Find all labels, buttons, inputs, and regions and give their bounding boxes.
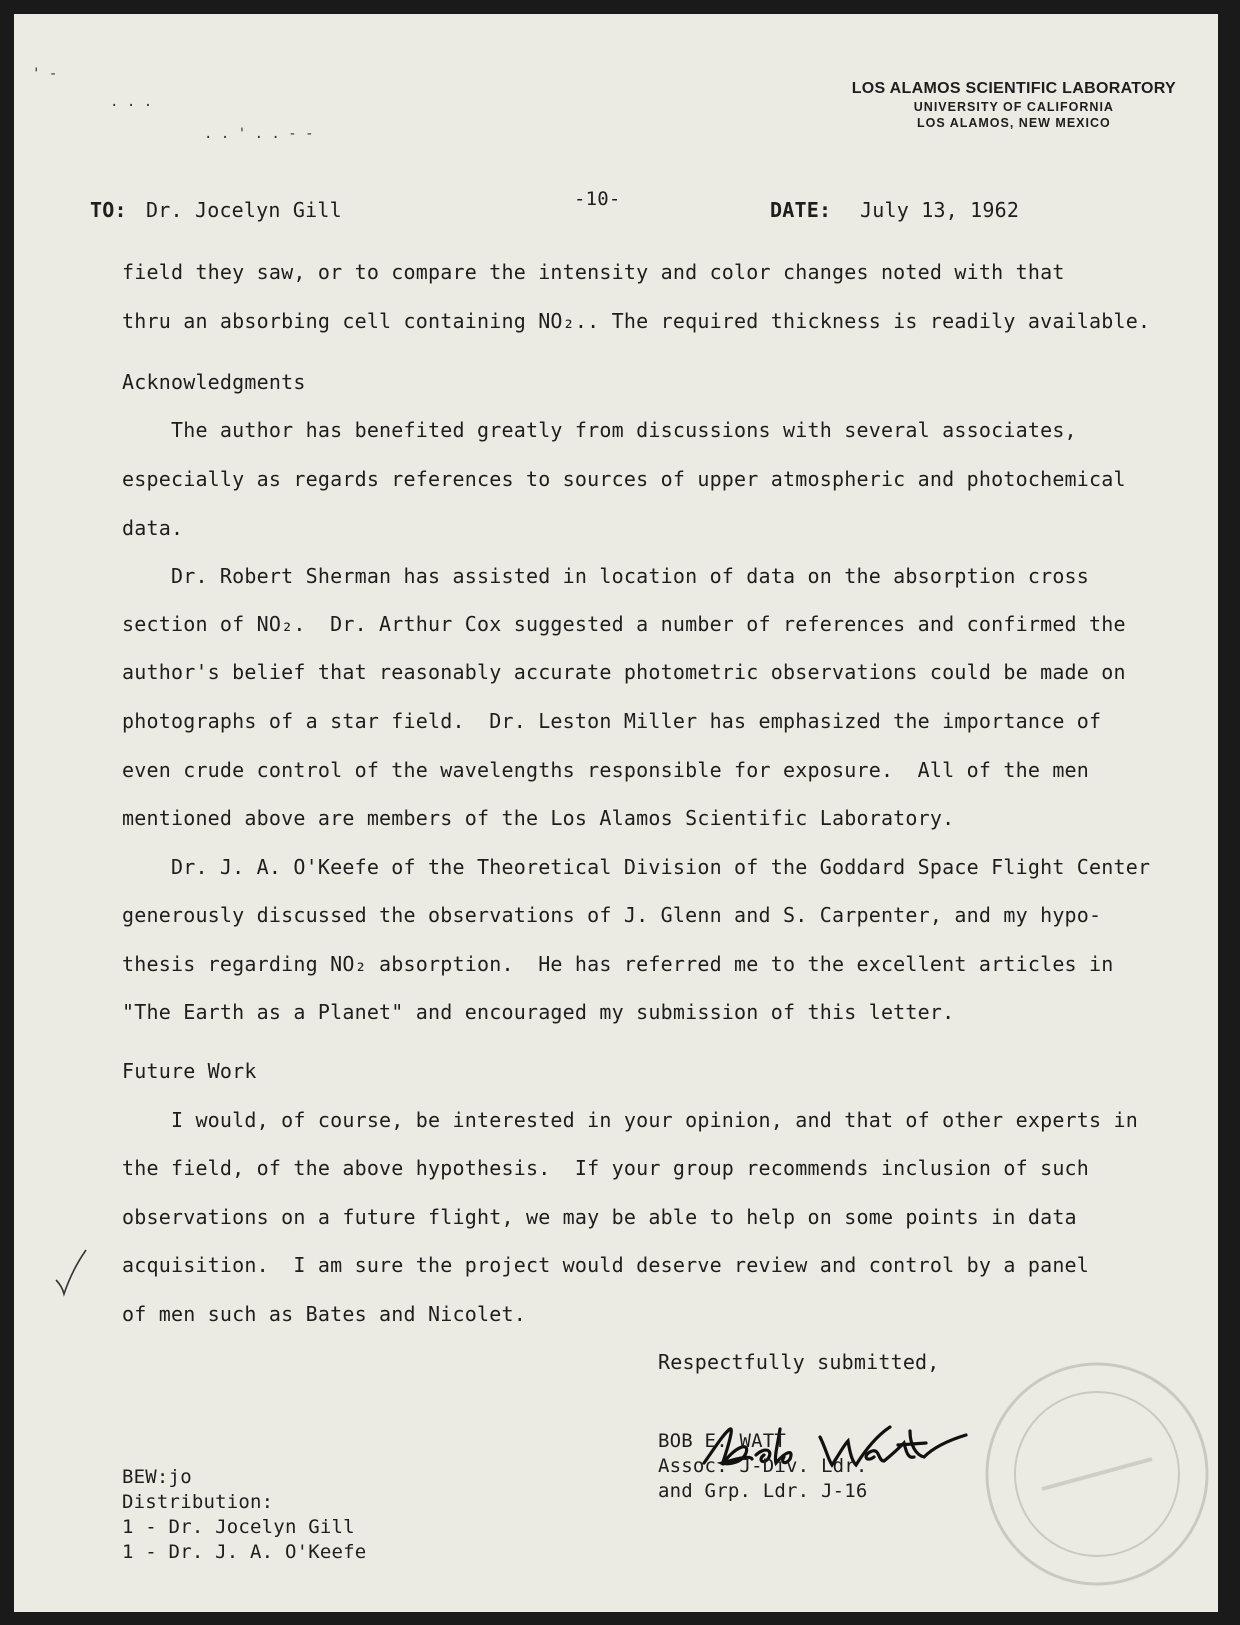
stray-mark: . . ' . . - - [204,126,314,142]
body-line: acquisition. I am sure the project would deserve review and control by a panel [122,1253,1090,1277]
body-line: I would, of course, be interested in your opinion, and that of other experts in [122,1108,1139,1132]
body-line: Dr. J. A. O'Keefe of the Theoretical Division of the Goddard Space Flight Center [122,855,1151,879]
body-line: thesis regarding NO₂ absorption. He has referred me to the excellent articles in [122,952,1114,976]
body-line: observations on a future flight, we may be able to help on some points in data [122,1205,1077,1229]
letterhead [852,80,1176,130]
stray-mark: . . . [110,94,153,110]
received-stamp-icon [972,1349,1218,1599]
section-heading-future-work: Future Work [122,1059,257,1083]
signatory-title: and Grp. Ldr. J-16 [658,1480,868,1502]
distribution-item: 1 - Dr. Jocelyn Gill [122,1516,355,1538]
signatory-title: Assoc. J-Div. Ldr. [658,1455,868,1477]
letterhead-location: LOS ALAMOS, NEW MEXICO [916,116,1111,130]
check-mark-icon [54,1248,90,1298]
body-line: of men such as Bates and Nicolet. [122,1302,526,1326]
distribution-item: 1 - Dr. J. A. O'Keefe [122,1541,367,1563]
body-line: photographs of a star field. Dr. Leston Miller has emphasized the importance of [122,709,1102,733]
valediction: Respectfully submitted, [658,1350,940,1374]
body-line: the field, of the above hypothesis. If your group recommends inclusion of such [122,1156,1090,1180]
date-value: July 13, 1962 [860,198,1020,222]
letterhead-university: UNIVERSITY OF CALIFORNIA [913,100,1114,114]
to-value: Dr. Jocelyn Gill [146,198,342,222]
body-line: even crude control of the wavelengths responsible for exposure. All of the men [122,758,1090,782]
signatory-name: BOB E. WATT [658,1430,787,1452]
stray-mark: ' - [32,66,58,82]
body-line: "The Earth as a Planet" and encouraged my submission of this letter. [122,1000,955,1024]
body-line: thru an absorbing cell containing NO₂.. The required thickness is readily available. [122,309,1151,333]
page-number: -10- [574,188,621,210]
body-line: data. [122,516,184,540]
section-heading-acknowledgments: Acknowledgments [122,370,306,394]
typist-initials: BEW:jo [122,1466,192,1488]
letterhead-org: LOS ALAMOS SCIENTIFIC LABORATORY [851,80,1176,97]
body-line: section of NO₂. Dr. Arthur Cox suggested a number of references and confirmed the [122,612,1126,636]
body-line: mentioned above are members of the Los Alamos Scientific Laboratory. [122,806,955,830]
letter-page [14,14,1218,1612]
body-line: field they saw, or to compare the intensity and color changes noted with that [122,260,1065,284]
to-label: TO: [90,198,127,222]
distribution-label: Distribution: [122,1491,274,1513]
date-label: DATE: [770,198,832,222]
body-line: Dr. Robert Sherman has assisted in location of data on the absorption cross [122,564,1090,588]
body-line: generously discussed the observations of J. Glenn and S. Carpenter, and my hypo- [122,903,1102,927]
body-line: author's belief that reasonably accurate photometric observations could be made on [122,660,1126,684]
body-line: especially as regards references to sources of upper atmospheric and photochemical [122,467,1126,491]
body-line: The author has benefited greatly from discussions with several associates, [122,418,1077,442]
